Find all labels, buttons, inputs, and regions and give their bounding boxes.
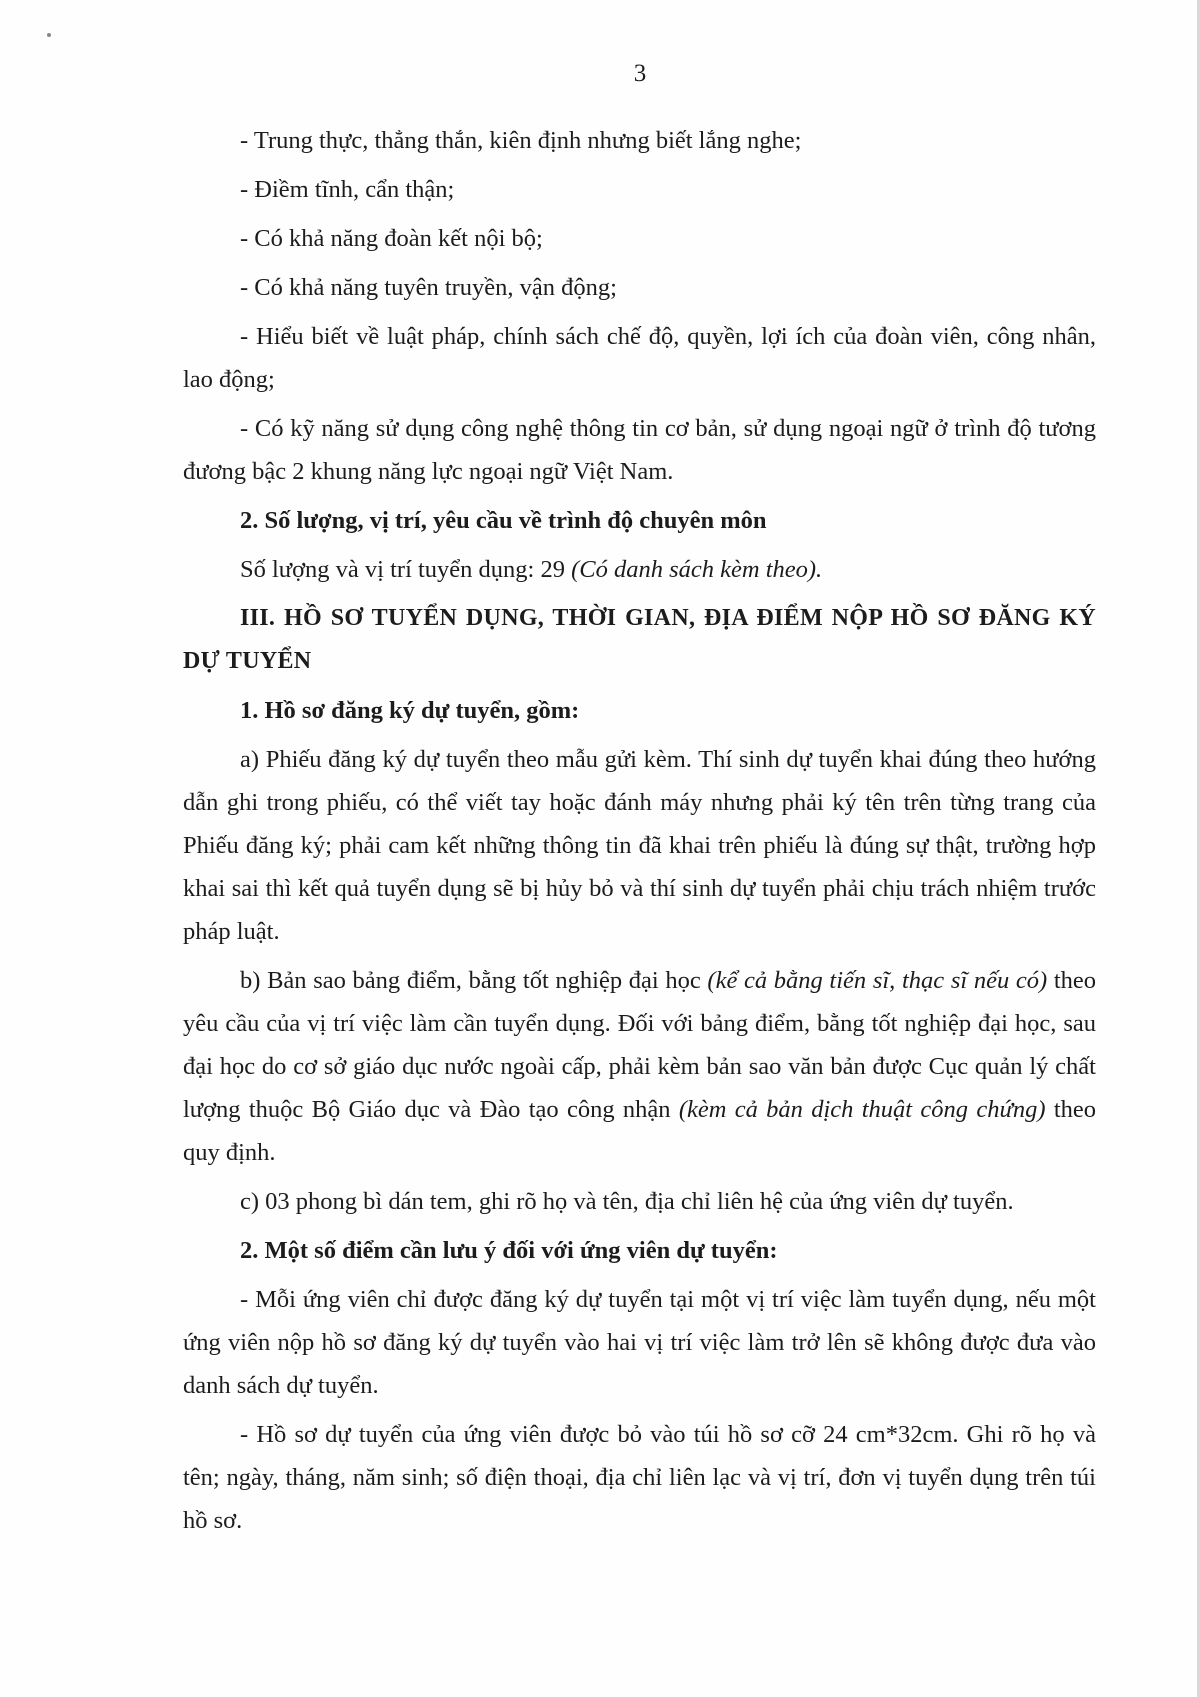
- bullet-item: - Có kỹ năng sử dụng công nghệ thông tin cơ bản, sử dụng ngoại ngữ ở trình độ tương đương bậc 2 khung năng lực ngoại ngữ Việt Nam.: [183, 415, 1096, 485]
- bullet-item: - Hiểu biết về luật pháp, chính sách chế độ, quyền, lợi ích của đoàn viên, công nhân, lao động;: [183, 323, 1096, 393]
- paragraph-item-b: b) Bản sao bảng điểm, bằng tốt nghiệp đại học (kể cả bằng tiến sĩ, thạc sĩ nếu có) theo yêu cầu của vị trí việc làm cần tuyển dụng. Đối với bảng điểm, bằng tốt nghiệp đại học, sau đại học do cơ sở giáo dục nước ngoài cấp, phải kèm bản sao văn bản được Cục quản lý chất lượng thuộc Bộ Giáo dục và Đào tạo công nhận (kèm cả bản dịch thuật công chứng) theo quy định.: [183, 967, 1097, 1166]
- paragraph-item-a: a) Phiếu đăng ký dự tuyển theo mẫu gửi kèm. Thí sinh dự tuyển khai đúng theo hướng dẫn ghi trong phiếu, có thể viết tay hoặc đánh máy nhưng phải ký tên trên từng trang của Phiếu đăng ký; phải cam kết những thông tin đã khai trên phiếu là đúng sự thật, trường hợp khai sai thì kết quả tuyển dụng sẽ bị hủy bỏ và thí sinh dự tuyển phải chịu trách nhiệm trước pháp luật.: [183, 746, 1096, 945]
- note-item: - Mỗi ứng viên chỉ được đăng ký dự tuyển tại một vị trí việc làm tuyển dụng, nếu một ứng viên nộp hồ sơ đăng ký dự tuyển vào hai vị trí việc làm trở lên sẽ không được đưa vào danh sách dự tuyển.: [183, 1286, 1096, 1399]
- section-title: III. HỒ SƠ TUYỂN DỤNG, THỜI GIAN, ĐỊA ĐIỂM NỘP HỒ SƠ ĐĂNG KÝ DỰ TUYỂN: [183, 605, 1096, 674]
- bullet-item: - Có khả năng tuyên truyền, vận động;: [240, 274, 617, 301]
- subsection-heading: 1. Hồ sơ đăng ký dự tuyển, gồm:: [240, 697, 580, 724]
- subsection-heading: 2. Một số điểm cần lưu ý đối với ứng viên dự tuyển:: [240, 1237, 778, 1264]
- scan-speck: [47, 33, 51, 37]
- page-number: 3: [633, 60, 647, 87]
- page-content: [183, 119, 1096, 1548]
- note-item: - Hồ sơ dự tuyển của ứng viên được bỏ vào túi hồ sơ cỡ 24 cm*32cm. Ghi rõ họ và tên; ngày, tháng, năm sinh; số điện thoại, địa chỉ liên lạc và vị trí, đơn vị tuyển dụng trên túi hồ sơ.: [183, 1421, 1096, 1534]
- positions-count-line: Số lượng và vị trí tuyển dụng: 29 (Có danh sách kèm theo).: [240, 556, 823, 583]
- bullet-item: - Trung thực, thẳng thắn, kiên định nhưng biết lắng nghe;: [240, 127, 802, 154]
- bullet-item: - Điềm tĩnh, cẩn thận;: [240, 176, 455, 203]
- bullet-item: - Có khả năng đoàn kết nội bộ;: [240, 225, 543, 252]
- section-heading: 2. Số lượng, vị trí, yêu cầu về trình độ chuyên môn: [240, 507, 767, 534]
- paragraph-item-c: c) 03 phong bì dán tem, ghi rõ họ và tên, địa chỉ liên hệ của ứng viên dự tuyển.: [240, 1188, 1014, 1215]
